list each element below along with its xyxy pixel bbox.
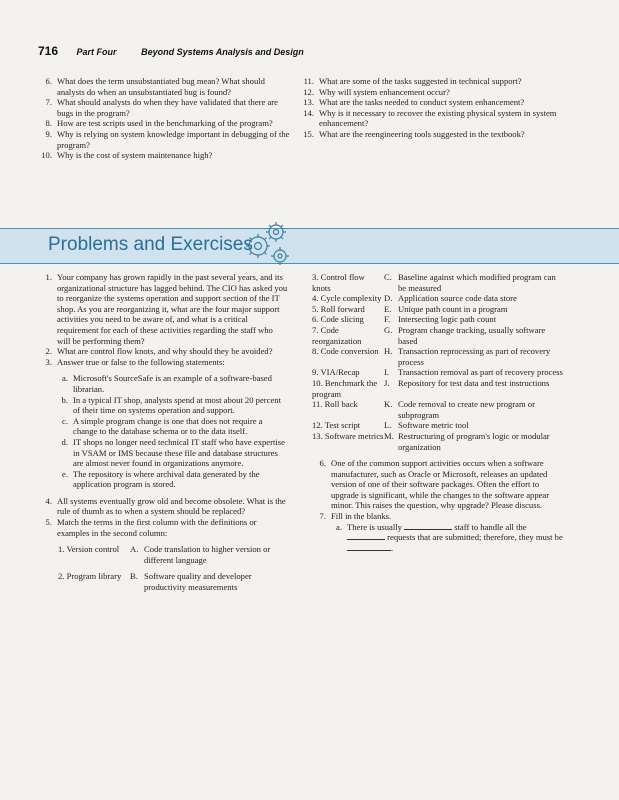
problem-item: 7. Fill in the blanks. (319, 511, 392, 522)
match-row: 9. VIA/Recap I. Transaction removal as part of recovery process (312, 367, 563, 378)
problem-item: 5. Match the terms in the first column with the definitions or examples in the second column: (45, 517, 257, 538)
list-item: e. The repository is where archival data generated by the application program is stored. (62, 468, 260, 490)
question-item: 9. Why is relying on system knowledge important in debugging of the program? (45, 128, 290, 150)
question-item: 13. What are the tasks needed to conduct system enhancement? (303, 97, 525, 108)
question-item: 10. Why is the cost of system maintenance high? (41, 150, 213, 161)
review-questions-left (38, 76, 290, 161)
list-item: b. In a typical IT shop, analysts spend at most about 20 percent of their time on systems operation and support. (61, 394, 281, 416)
match-row: 7. Code reorganization G. Program change tracking, usually software based (312, 324, 546, 346)
list-item: c. A simple program change is one that does not require a change to the database schema or to the data itself. (62, 415, 263, 437)
question-item: 7. What should analysts do when they have validated that there are bugs in the program? (45, 97, 278, 118)
page-header (38, 44, 304, 58)
section-title: Problems and Exercises (48, 234, 253, 255)
problem-item: 6. One of the common support activities occurs when a software manufacturer, such as Oracle or Microsoft, releases an updated version of one of their software packages. Often the effort to upgrade is significant, while the changes to the software appear minor. This raises the question, why upgrade? Please discuss. (319, 458, 550, 511)
problems-left-column (38, 272, 288, 593)
true-false-list (58, 373, 288, 490)
question-item: 11. What are some of the tasks suggested in technical support? (303, 76, 522, 86)
problem-item: 2. What are control flow knots, and why should they be avoided? (45, 346, 273, 357)
problems-right-column (312, 272, 564, 553)
section-banner (0, 228, 619, 264)
match-row: 13. Software metrics M. Restructuring of program's logic or modular organization (312, 430, 550, 452)
question-item: 14. Why is it necessary to recover the existing physical system in system enhancement? (303, 107, 557, 129)
match-row: 4. Cycle complexity D. Application source code data store (312, 293, 517, 304)
page-number: 716 (38, 44, 59, 58)
problem-item: 3. Answer true or false to the following statements: (45, 356, 225, 367)
list-item: a. Microsoft's SourceSafe is an example of a software-based librarian. (62, 373, 272, 394)
question-item: 6. What does the term unsubstantiated bug mean? What should analysts do when an unsubstantiated bug is found? (45, 76, 265, 97)
review-questions-right (300, 76, 562, 140)
gears-icon (236, 216, 296, 268)
part-title: Beyond Systems Analysis and Design (141, 47, 304, 57)
match-row: 1. Version control A. Code translation to higher version or different language (58, 544, 271, 565)
list-item: d. IT shops no longer need technical IT staff who have expertise in VSAM or IMS because these file and database structures are almost never found in organizations anymore. (61, 436, 285, 469)
problem-item: 1. Your company has grown rapidly in the past several years, and its organizational structure has lagged behind. The CIO has asked you to reorganize the systems operation and support section of the IT shop. As you are reorganizing it, what are the four major support activities you need to be aware of, and what is a critical requirement for each of these activities regarding the staff who will be performing them? (45, 272, 288, 346)
part-label: Part Four (76, 47, 117, 57)
match-row: 11. Roll back K. Code removal to create new program or subprogram (312, 399, 535, 420)
match-row: 6. Code slicing F. Intersecting logic path count (312, 314, 497, 325)
question-item: 12. Why will system enhancement occur? (303, 86, 450, 97)
match-row: 10. Benchmark the program J. Repository for test data and test instructions (312, 377, 550, 399)
match-row: 12. Test script L. Software metric tool (312, 420, 469, 431)
match-row: 2. Program library B. Software quality and developer productivity measurements (58, 571, 252, 593)
match-row: 8. Code conversion H. Transaction reprocessing as part of recovery process (312, 346, 551, 367)
problem-item: 4. All systems eventually grow old and become obsolete. What is the rule of thumb as to when a system should be replaced? (45, 495, 286, 517)
match-row: 5. Roll forward E. Unique path count in a program (312, 303, 508, 314)
question-item: 8. How are test scripts used in the benchmarking of the program? (45, 118, 273, 129)
matching-list-left (58, 544, 288, 592)
question-item: 15. What are the reengineering tools suggested in the textbook? (303, 128, 525, 139)
fill-in-list (332, 522, 564, 554)
list-item: a. There is usually staff to handle all the requests that are submitted; therefore, they must be . (336, 521, 563, 553)
match-row: 3. Control flow knots C. Baseline against which modified program can be measured (312, 272, 556, 293)
